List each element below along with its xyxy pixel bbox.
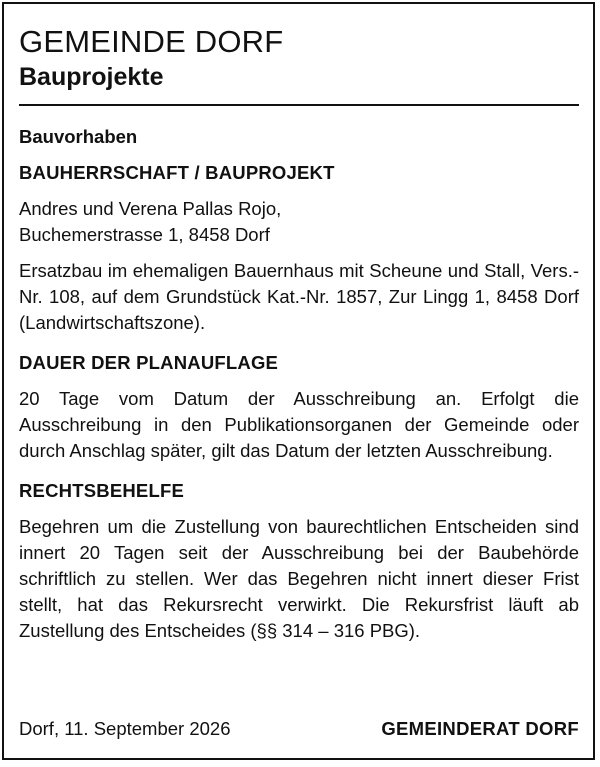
owner-address xyxy=(19,196,579,248)
intro-label: Bauvorhaben xyxy=(19,126,138,147)
project-description: Ersatzbau im ehemaligen Bauernhaus mit Scheune und Stall, Vers.-Nr. 108, auf dem Grundstück Kat.-Nr. 1857, Zur Lingg 1, 8458 Dorf (Landwirtschaftszone). xyxy=(19,260,579,333)
category-title: Bauprojekte xyxy=(19,63,164,91)
builder-section-title: BAUHERRSCHAFT / BAUPROJEKT xyxy=(19,162,335,183)
header-divider xyxy=(19,104,579,106)
remedies-text: Begehren um die Zustellung von baurechtlichen Entscheiden sind innert 20 Tagen seit der Ausschreibung bei der Baubehörde schriftlich zu stellen. Wer das Begehren nicht innert dieser Frist stellt, hat das Rekursrecht verwirkt. Die Rekursfrist läuft ab Zustellung des Entscheides (§§ 314 – 316 PBG). xyxy=(19,516,579,641)
duration-text: 20 Tage vom Datum der Ausschreibung an. Erfolgt die Ausschreibung in den Publikationsorganen der Gemeinde oder durch Anschlag später, gilt das Datum der letzten Ausschreibung. xyxy=(19,388,579,461)
signer: GEMEINDERAT DORF xyxy=(381,718,579,739)
notice-header xyxy=(19,24,579,92)
municipality-title: GEMEINDE DORF xyxy=(19,24,284,59)
notice-body xyxy=(19,124,579,644)
duration-section-title: DAUER DER PLANAUFLAGE xyxy=(19,352,279,373)
remedies-section-title: RECHTSBEHELFE xyxy=(19,480,184,501)
notice-footer xyxy=(19,716,579,742)
place-date: Dorf, 11. September 2026 xyxy=(19,718,231,739)
owner-name-line: Andres und Verena Pallas Rojo, xyxy=(19,198,282,219)
owner-street-line: Buchemerstrasse 1, 8458 Dorf xyxy=(19,224,270,245)
